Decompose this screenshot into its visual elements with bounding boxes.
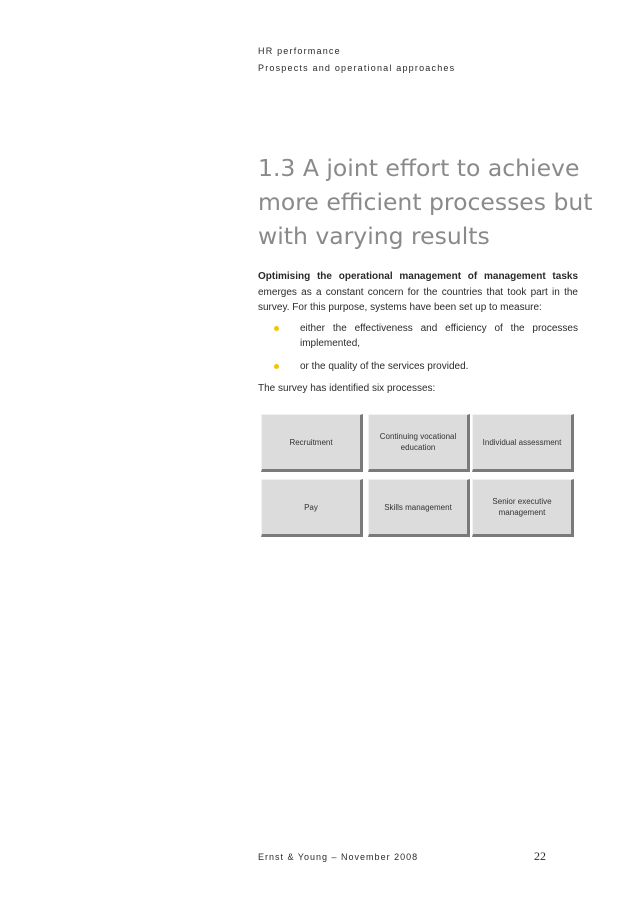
process-diagram: [258, 411, 582, 543]
page-footer: Ernst & Young – November 2008: [258, 852, 419, 862]
section-title: 1.3 A joint effort to achieve more efficient processes but with varying results: [258, 154, 593, 250]
bullet-text: either the effectiveness and efficiency of the processes implemented,: [300, 322, 578, 349]
list-item: [274, 321, 578, 352]
header-line-2: Prospects and operational approaches: [258, 63, 456, 73]
process-box-pay: Pay: [261, 479, 363, 537]
process-box-senior-executive-management: Senior executive management: [472, 479, 574, 537]
list-item: [274, 359, 578, 375]
running-header: [258, 43, 455, 77]
process-box-skills-management: Skills management: [368, 479, 470, 537]
header-line-1: HR performance: [258, 46, 341, 56]
bullet-list: [258, 321, 578, 375]
closing-paragraph: The survey has identified six processes:: [258, 383, 436, 394]
bullet-dot-icon: [274, 364, 279, 369]
intro-rest: emerges as a constant concern for the countries that took part in the survey. For this purpose, systems have been set up to measure:: [258, 286, 578, 313]
intro-lead: Optimising the operational management of management tasks: [258, 271, 578, 282]
bullet-dot-icon: [274, 326, 279, 331]
process-box-individual-assessment: Individual assessment: [472, 414, 574, 472]
bullet-text: or the quality of the services provided.: [300, 360, 469, 372]
process-box-continuing-education: Continuing vocational education: [368, 414, 470, 472]
process-box-recruitment: Recruitment: [261, 414, 363, 472]
page-number: 22: [534, 849, 546, 863]
intro-paragraph: [258, 269, 578, 316]
body-text: [258, 269, 578, 397]
